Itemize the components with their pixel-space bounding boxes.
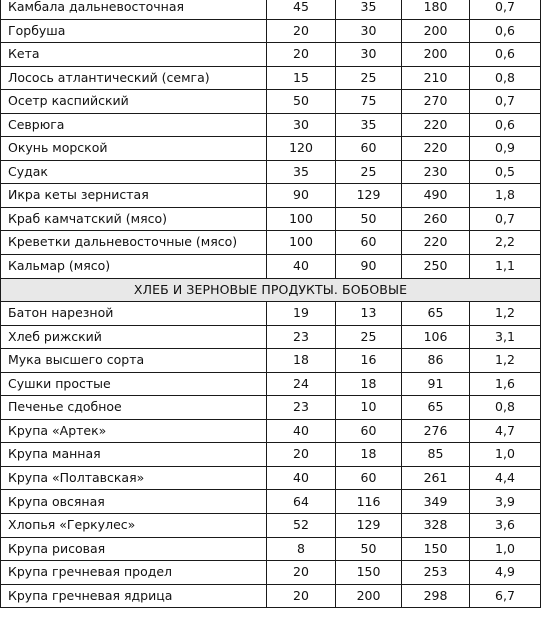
value-cell-3: 250 [402,255,470,279]
value-cell-3: 260 [402,207,470,231]
table-row [1,325,541,349]
table-body [1,0,541,608]
table-row [1,255,541,279]
value-cell-4: 1,0 [470,443,541,467]
product-name-cell: Печенье сдобное [1,396,267,420]
value-cell-3: 270 [402,90,470,114]
value-cell-3: 180 [402,0,470,19]
product-name-cell: Хлеб рижский [1,325,267,349]
value-cell-2: 150 [336,561,402,585]
value-cell-2: 116 [336,490,402,514]
value-cell-4: 2,2 [470,231,541,255]
value-cell-1: 40 [267,419,336,443]
value-cell-1: 40 [267,466,336,490]
value-cell-2: 35 [336,0,402,19]
table-row [1,372,541,396]
value-cell-4: 0,8 [470,396,541,420]
product-name-cell: Крупа овсяная [1,490,267,514]
value-cell-3: 490 [402,184,470,208]
value-cell-4: 0,6 [470,113,541,137]
value-cell-3: 65 [402,396,470,420]
product-name-cell: Хлопья «Геркулес» [1,514,267,538]
value-cell-4: 0,6 [470,19,541,43]
value-cell-2: 35 [336,113,402,137]
value-cell-3: 328 [402,514,470,538]
product-name-cell: Кета [1,43,267,67]
product-name-cell: Кальмар (мясо) [1,255,267,279]
product-name-cell: Крупа гречневая ядрица [1,584,267,608]
value-cell-3: 85 [402,443,470,467]
value-cell-1: 35 [267,160,336,184]
product-name-cell: Креветки дальневосточные (мясо) [1,231,267,255]
value-cell-1: 19 [267,302,336,326]
value-cell-1: 100 [267,207,336,231]
value-cell-2: 30 [336,19,402,43]
section-title: ХЛЕБ И ЗЕРНОВЫЕ ПРОДУКТЫ. БОБОВЫЕ [1,278,541,302]
value-cell-1: 64 [267,490,336,514]
value-cell-2: 129 [336,184,402,208]
value-cell-4: 0,8 [470,66,541,90]
value-cell-3: 349 [402,490,470,514]
value-cell-1: 100 [267,231,336,255]
value-cell-2: 25 [336,325,402,349]
value-cell-2: 75 [336,90,402,114]
table-row [1,419,541,443]
value-cell-4: 1,0 [470,537,541,561]
value-cell-4: 3,1 [470,325,541,349]
value-cell-1: 120 [267,137,336,161]
value-cell-4: 0,7 [470,90,541,114]
table-row [1,207,541,231]
value-cell-3: 150 [402,537,470,561]
table-row [1,537,541,561]
value-cell-4: 4,9 [470,561,541,585]
value-cell-2: 60 [336,231,402,255]
value-cell-2: 13 [336,302,402,326]
value-cell-3: 91 [402,372,470,396]
value-cell-3: 86 [402,349,470,373]
value-cell-2: 90 [336,255,402,279]
value-cell-1: 8 [267,537,336,561]
table-row [1,466,541,490]
value-cell-1: 23 [267,325,336,349]
table-row [1,561,541,585]
value-cell-1: 30 [267,113,336,137]
value-cell-4: 4,7 [470,419,541,443]
value-cell-1: 20 [267,43,336,67]
value-cell-3: 106 [402,325,470,349]
value-cell-1: 23 [267,396,336,420]
value-cell-1: 52 [267,514,336,538]
value-cell-2: 25 [336,66,402,90]
table-row [1,160,541,184]
value-cell-2: 50 [336,537,402,561]
value-cell-3: 230 [402,160,470,184]
value-cell-2: 18 [336,372,402,396]
value-cell-4: 0,9 [470,137,541,161]
product-name-cell: Мука высшего сорта [1,349,267,373]
value-cell-4: 1,2 [470,349,541,373]
value-cell-4: 6,7 [470,584,541,608]
product-name-cell: Осетр каспийский [1,90,267,114]
product-name-cell: Крупа гречневая продел [1,561,267,585]
value-cell-3: 276 [402,419,470,443]
table-row [1,490,541,514]
value-cell-4: 0,5 [470,160,541,184]
value-cell-4: 4,4 [470,466,541,490]
value-cell-4: 0,7 [470,207,541,231]
value-cell-2: 200 [336,584,402,608]
product-name-cell: Камбала дальневосточная [1,0,267,19]
table-row [1,349,541,373]
value-cell-1: 50 [267,90,336,114]
value-cell-1: 20 [267,443,336,467]
value-cell-1: 15 [267,66,336,90]
value-cell-3: 200 [402,19,470,43]
table-row [1,137,541,161]
value-cell-1: 90 [267,184,336,208]
product-name-cell: Крупа манная [1,443,267,467]
value-cell-1: 45 [267,0,336,19]
value-cell-1: 20 [267,584,336,608]
table-row [1,443,541,467]
value-cell-2: 60 [336,466,402,490]
table-row [1,66,541,90]
value-cell-3: 200 [402,43,470,67]
product-name-cell: Окунь морской [1,137,267,161]
value-cell-2: 18 [336,443,402,467]
value-cell-4: 1,2 [470,302,541,326]
value-cell-4: 0,7 [470,0,541,19]
product-name-cell: Краб камчатский (мясо) [1,207,267,231]
value-cell-2: 30 [336,43,402,67]
product-name-cell: Лосось атлантический (семга) [1,66,267,90]
table-row [1,584,541,608]
value-cell-3: 210 [402,66,470,90]
value-cell-1: 20 [267,561,336,585]
table-row [1,514,541,538]
value-cell-4: 1,1 [470,255,541,279]
value-cell-3: 220 [402,137,470,161]
table-row [1,19,541,43]
value-cell-2: 50 [336,207,402,231]
value-cell-2: 60 [336,137,402,161]
product-name-cell: Горбуша [1,19,267,43]
value-cell-2: 60 [336,419,402,443]
value-cell-2: 25 [336,160,402,184]
value-cell-1: 18 [267,349,336,373]
table-row [1,113,541,137]
value-cell-1: 20 [267,19,336,43]
product-name-cell: Крупа рисовая [1,537,267,561]
value-cell-1: 24 [267,372,336,396]
value-cell-3: 65 [402,302,470,326]
product-name-cell: Севрюга [1,113,267,137]
value-cell-4: 3,9 [470,490,541,514]
product-name-cell: Икра кеты зернистая [1,184,267,208]
value-cell-2: 129 [336,514,402,538]
table-row [1,43,541,67]
value-cell-2: 10 [336,396,402,420]
value-cell-4: 0,6 [470,43,541,67]
product-name-cell: Батон нарезной [1,302,267,326]
table-row [1,184,541,208]
value-cell-2: 16 [336,349,402,373]
table-row [1,396,541,420]
table-row [1,302,541,326]
product-name-cell: Крупа «Артек» [1,419,267,443]
value-cell-4: 1,8 [470,184,541,208]
value-cell-3: 253 [402,561,470,585]
table-row [1,0,541,19]
value-cell-1: 40 [267,255,336,279]
product-name-cell: Сушки простые [1,372,267,396]
value-cell-4: 3,6 [470,514,541,538]
value-cell-3: 220 [402,231,470,255]
table-row [1,90,541,114]
product-name-cell: Крупа «Полтавская» [1,466,267,490]
value-cell-3: 298 [402,584,470,608]
product-name-cell: Судак [1,160,267,184]
value-cell-4: 1,6 [470,372,541,396]
value-cell-3: 220 [402,113,470,137]
section-header-row [1,278,541,302]
value-cell-3: 261 [402,466,470,490]
table-row [1,231,541,255]
